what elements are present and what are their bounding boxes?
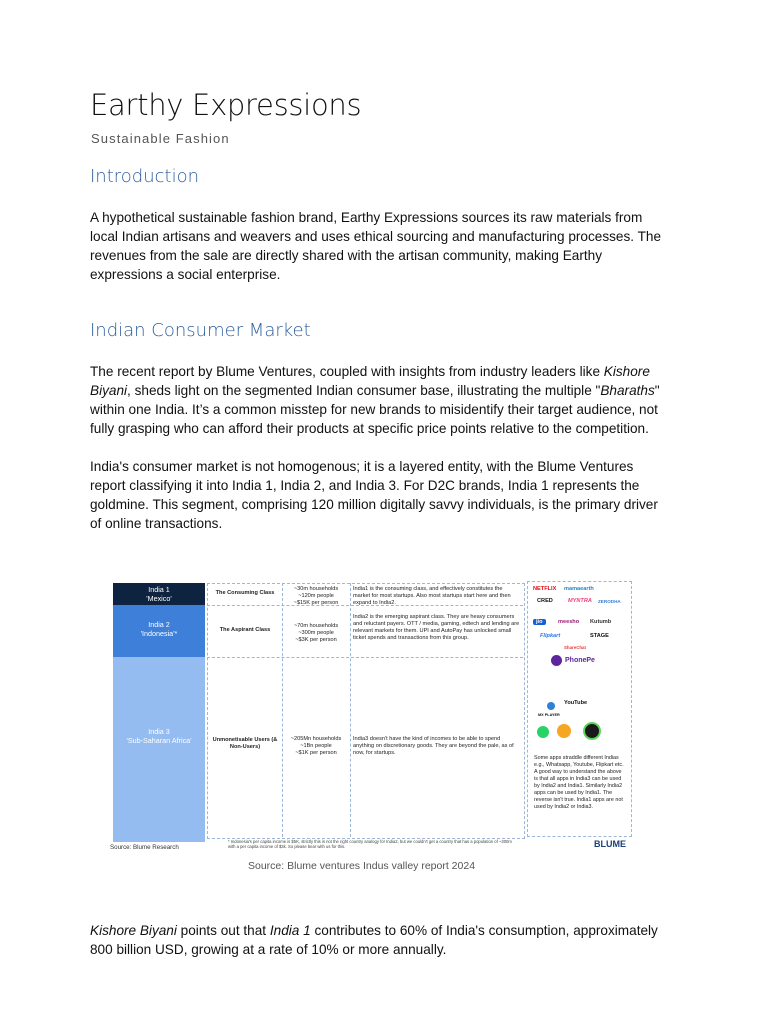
introduction-paragraph [90, 208, 690, 284]
figure-source-left: Source: Blume Research [110, 844, 179, 851]
stat-people: ~1Bn people [300, 743, 332, 749]
netflix-logo: NETFLIX [533, 586, 557, 592]
india3-label: India 3 [148, 727, 170, 736]
sharechat-logo: ShareChat [564, 645, 586, 650]
stats-india2 [284, 623, 348, 644]
text-line: revenues from the sale are directly shared with the artisan community, making Earthy [90, 248, 603, 263]
stage-logo: STAGE [590, 633, 609, 639]
text-run: points out that [176, 923, 270, 938]
description-india2: India2 is the emerging aspirant class. They are heavy consumers and reluctant payers. OTT / media, gaming, edtech and lending are relevant markets for them. UPI and AutoPay has unlocked small ticket spends and transactions from this group. [353, 614, 520, 641]
emphasis-term: Bharaths [600, 383, 655, 398]
text-line: of online transactions. [90, 516, 223, 531]
introduction-heading: Introduction [90, 166, 200, 187]
description-india1: India1 is the consuming class, and effectively constitutes the market for most startups. Also most startups start here and then expand to India2. [353, 586, 511, 606]
stat-households: ~205Mn households [290, 736, 342, 742]
mamaearth-logo: mamaearth [564, 586, 594, 592]
description-india3: India3 doesn't have the kind of incomes to be able to spend anything on discretionary goods. They are beyond the pale, as of now, for startups. [353, 736, 514, 756]
class-aspirant: The Aspirant Class [219, 627, 271, 633]
meesho-logo: meesho [558, 619, 580, 625]
stat-income: ~$1K per person [295, 750, 337, 756]
india2-alias: 'Indonesia'* [140, 629, 178, 638]
phonepe-icon [551, 655, 562, 666]
text-line: India's consumer market is not homogenous; it is a layered entity, with the Blume Ventures [90, 459, 634, 474]
kutumb-logo: Kutumb [590, 619, 612, 625]
mxplayer-icon [547, 702, 555, 710]
cred-logo: CRED [537, 598, 553, 604]
india3-band [113, 657, 205, 842]
stats-india1 [284, 586, 348, 607]
table-divider [282, 583, 283, 837]
class-unmonetisable: Unmonetisable Users (& Non-Users) [212, 737, 278, 750]
text-line: goldmine. This segment, comprising 120 million digitally savvy individuals, is the primary driver [90, 497, 658, 512]
stat-income: ~$15K per person [293, 600, 339, 606]
market-paragraph-2 [90, 457, 690, 533]
text-run: The recent report by Blume Ventures, coupled with insights from industry leaders like [90, 364, 604, 379]
text-line: report classifying it into India 1, India 2, and India 3. For D2C brands, India 1 represents the [90, 478, 640, 493]
whatsapp-icon [537, 726, 549, 738]
stat-people: ~300m people [298, 630, 334, 636]
document-subtitle: Sustainable Fashion [91, 131, 230, 146]
stat-households: ~70m households [293, 623, 339, 629]
text-run: contributes to 60% of India's consumption, approximately [310, 923, 658, 938]
emphasis-name: Biyani [90, 383, 128, 398]
stat-income: ~$3K per person [295, 637, 337, 643]
market-heading: Indian Consumer Market [90, 320, 311, 341]
figure-footnote: * Indonesia's per capita income is $5K, strictly this is not the right country analogy for India2, but we couldn't get a country that has a population of ~300m with a per capita income of $3k. So please bear with us for this. [228, 839, 512, 849]
blume-logo: BLUME [594, 839, 626, 849]
text-line [90, 921, 690, 940]
zerodha-logo: ZERODHA [598, 599, 621, 604]
india1-band [113, 583, 205, 605]
table-divider [207, 657, 523, 658]
emphasis-name: Kishore [603, 364, 650, 379]
india2-band [113, 605, 205, 657]
text-line: within one India. It’s a common misstep for new brands to misidentify their target audience, not [90, 402, 658, 417]
emphasis-name: Kishore Biyani [90, 923, 177, 938]
market-paragraph-1 [90, 362, 690, 438]
jio-logo: jio [533, 619, 546, 625]
text-line: 800 billion USD, growing at a rate of 10% or more annually. [90, 942, 447, 957]
stat-people: ~120m people [298, 593, 334, 599]
india1-alias: 'Mexico' [146, 594, 172, 603]
text-line: local Indian artisans and weavers and uses ethical sourcing and manufacturing processes. The [90, 229, 662, 244]
stat-households: ~30m households [293, 586, 339, 592]
class-consuming: The Consuming Class [215, 590, 275, 596]
mxplayer-logo: MX PLAYER [538, 713, 560, 717]
text-run: , sheds light on the segmented Indian consumer base, illustrating the multiple " [127, 383, 601, 398]
text-line: expressions a social enterprise. [90, 267, 281, 282]
emphasis-term: India 1 [269, 923, 311, 938]
stats-india3 [284, 736, 348, 757]
table-divider [350, 583, 351, 837]
text-line: A hypothetical sustainable fashion brand, Earthy Expressions sources its raw materials from [90, 210, 643, 225]
app-icon [557, 724, 571, 738]
text-line: fully grasping who can afford their products at specific price points relative to the competition. [90, 421, 649, 436]
text-line [90, 362, 690, 381]
apps-overlap-note: Some apps straddle different Indias e.g., Whatsapp, Youtube, Flipkart etc. A good way to understand the above is that all apps in India3 can be used by India2 and India1. Similarly India2 apps can be used by India1. The reverse isn't true. India1 apps are not used by India2 or India3. [534, 755, 624, 810]
document-title: Earthy Expressions [90, 88, 362, 122]
flipkart-logo: Flipkart [540, 633, 561, 639]
india3-alias: 'Sub-Saharan Africa' [126, 736, 192, 745]
market-paragraph-3 [90, 921, 690, 959]
figure-caption: Source: Blume ventures Indus valley report 2024 [248, 860, 476, 872]
text-line [90, 381, 690, 400]
phonepe-logo: PhonePe [565, 657, 595, 664]
text-run: " [654, 383, 660, 398]
youtube-logo: YouTube [564, 700, 588, 706]
india1-label: India 1 [148, 585, 170, 594]
india2-label: India 2 [148, 620, 170, 629]
blume-india-segments-figure [110, 577, 640, 877]
myntra-logo: MYNTRA [568, 598, 592, 604]
play-icon [583, 722, 601, 740]
